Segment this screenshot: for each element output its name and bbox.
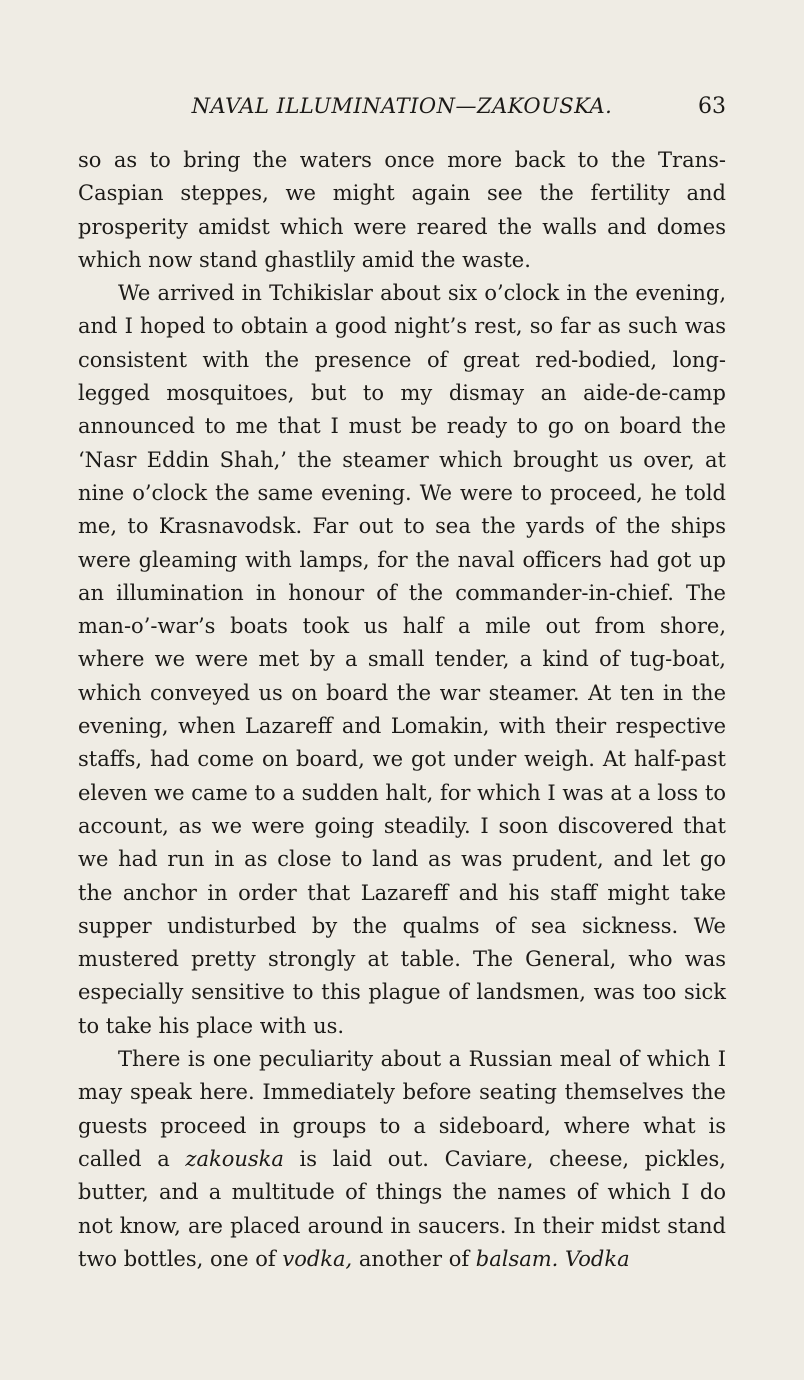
text-segment: so as to bring the waters once more back to the Trans-Caspian steppes, we might again see the fertility and prosperity amidst which were reared the walls and domes which now stand ghastlily amid the waste.	[78, 148, 726, 272]
body-text	[78, 144, 726, 1276]
text-segment: is laid out. Caviare, cheese, pickles, butter, and a multitude of things the names of which I do not know, are placed around in saucers. In their midst stand two bottles, one of	[78, 1146, 726, 1271]
paragraph	[78, 277, 726, 1043]
paragraph	[78, 144, 726, 277]
italic-term: vodka,	[282, 1246, 353, 1271]
italic-term: Vodka	[565, 1246, 630, 1271]
text-segment: another of	[352, 1246, 476, 1271]
paragraph	[78, 1043, 726, 1276]
running-head	[78, 90, 726, 130]
page-number: 63	[698, 94, 726, 119]
running-head-title: NAVAL ILLUMINATION—ZAKOUSKA.	[191, 94, 613, 118]
italic-term: zakouska	[185, 1146, 284, 1171]
text-segment: We arrived in Tchikislar about six o’clock in the evening, and I hoped to obtain a good night’s rest, so far as such was consistent with the presence of great red-bodied, long-legged mosquitoes, but to my dismay an aide-de-camp announced to me that I must be ready to go on board the ‘Nasr Eddin Shah,’ the steamer which brought us over, at nine o’clock the same evening. We were to proceed, he told me, to Krasnavodsk. Far out to sea the yards of the ships were gleaming with lamps, for the naval officers had got up an illumination in honour of the commander-in-chief. The man-o’-war’s boats took us half a mile out from shore, where we were met by a small tender, a kind of tug-boat, which conveyed us on board the war steamer. At ten in the evening, when Lazareff and Lomakin, with their respective staffs, had come on board, we got under weigh. At half-past eleven we came to a sudden halt, for which I was at a loss to account, as we were going steadily. I soon discovered that we had run in as close to land as was prudent, and let go the anchor in order that Lazareff and his staff might take supper undisturbed by the qualms of sea sickness. We mustered pretty strongly at table. The General, who was especially sensitive to this plague of landsmen, was too sick to take his place with us.	[78, 281, 726, 1038]
italic-term: balsam.	[475, 1246, 559, 1271]
text-segment: There is one peculiarity about a Russian meal of which I may speak here. Immediately before seating themselves the guests proceed in groups to a sideboard, where what is called a	[78, 1047, 726, 1171]
